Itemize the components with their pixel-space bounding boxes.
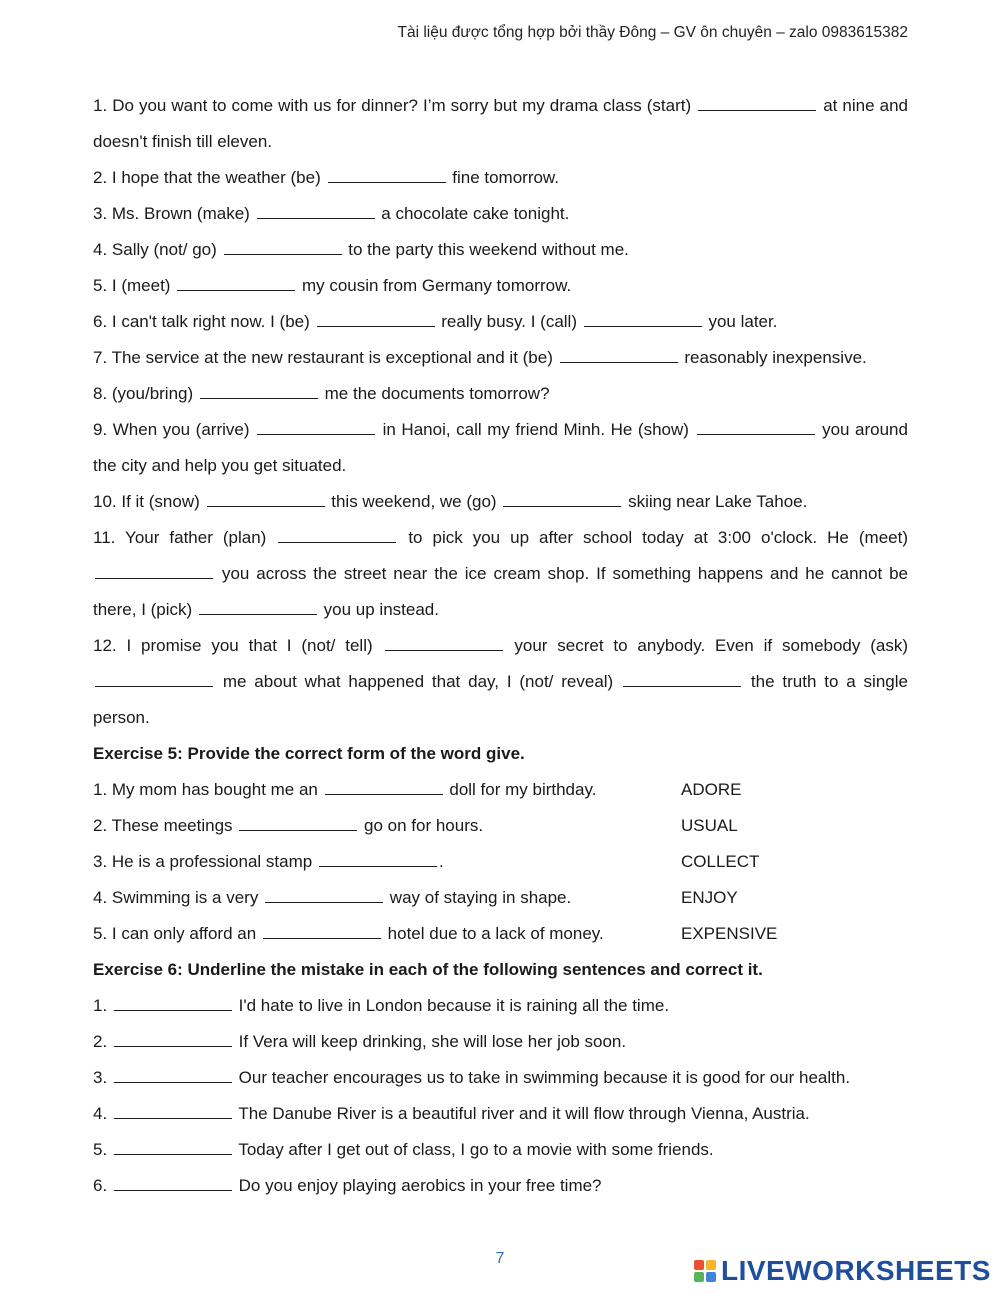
answer-blank[interactable] bbox=[114, 1172, 232, 1191]
ex6-6-text: Do you enjoy playing aerobics in your free time? bbox=[238, 1176, 602, 1195]
q11-text-a: 11. Your father (plan) bbox=[93, 528, 267, 547]
q12-text-a: 12. I promise you that I (not/ tell) bbox=[93, 636, 373, 655]
ex5-2-text-a: 2. These meetings bbox=[93, 816, 233, 835]
ex5-1-word: ADORE bbox=[681, 780, 742, 799]
answer-blank[interactable] bbox=[114, 1028, 232, 1047]
answer-blank[interactable] bbox=[698, 92, 816, 111]
ex6-3-text: Our teacher encourages us to take in swimming because it is good for our health. bbox=[238, 1068, 851, 1087]
answer-blank[interactable] bbox=[200, 380, 318, 399]
q8-text-b: me the documents tomorrow? bbox=[324, 384, 550, 403]
ex6-4-text: The Danube River is a beautiful river and it will flow through Vienna, Austria. bbox=[238, 1104, 810, 1123]
q2-text-b: fine tomorrow. bbox=[452, 168, 559, 187]
ex5-item-3 bbox=[93, 844, 908, 880]
answer-blank[interactable] bbox=[114, 1064, 232, 1083]
page-number: 7 bbox=[495, 1250, 505, 1267]
ex5-item-4 bbox=[93, 880, 908, 916]
q10-text-a: 10. If it (snow) bbox=[93, 492, 200, 511]
answer-blank[interactable] bbox=[114, 1100, 232, 1119]
ex5-1-text-b: doll for my birthday. bbox=[449, 780, 597, 799]
answer-blank[interactable] bbox=[623, 668, 741, 687]
q7-text-b: reasonably inexpensive. bbox=[684, 348, 867, 367]
logo-square-red bbox=[694, 1260, 704, 1270]
ex4-q1 bbox=[93, 88, 908, 160]
q5-text-a: 5. I (meet) bbox=[93, 276, 171, 295]
ex6-1-text: I'd hate to live in London because it is raining all the time. bbox=[238, 996, 670, 1015]
answer-blank[interactable] bbox=[263, 920, 381, 939]
ex6-item-6 bbox=[93, 1168, 908, 1204]
ex6-5-number: 5. bbox=[93, 1140, 108, 1159]
answer-blank[interactable] bbox=[317, 308, 435, 327]
q4-text-a: 4. Sally (not/ go) bbox=[93, 240, 217, 259]
ex4-q12 bbox=[93, 628, 908, 736]
ex5-5-text-b: hotel due to a lack of money. bbox=[387, 924, 604, 943]
q12-text-c: me about what happened that day, I (not/ reveal) bbox=[222, 672, 614, 691]
q6-text-c: you later. bbox=[708, 312, 778, 331]
ex5-item-2 bbox=[93, 808, 908, 844]
answer-blank[interactable] bbox=[207, 488, 325, 507]
q6-text-b: really busy. I (call) bbox=[441, 312, 577, 331]
answer-blank[interactable] bbox=[257, 416, 375, 435]
q1-text-b: at nine bbox=[823, 96, 875, 115]
answer-blank[interactable] bbox=[325, 776, 443, 795]
ex5-5-word: EXPENSIVE bbox=[681, 924, 778, 943]
answer-blank[interactable] bbox=[95, 560, 213, 579]
logo-square-green bbox=[694, 1272, 704, 1282]
answer-blank[interactable] bbox=[697, 416, 815, 435]
q9-text-b: in Hanoi, call my friend Minh. He (show) bbox=[382, 420, 689, 439]
exercise-6-heading: Exercise 6: Underline the mistake in each of the following sentences and correct it. bbox=[93, 960, 763, 979]
q11-text-e: you up instead. bbox=[323, 600, 439, 619]
ex5-item-5 bbox=[93, 916, 908, 952]
liveworksheets-brand[interactable] bbox=[694, 1255, 991, 1287]
q9-text-d: the city and help you get situated. bbox=[93, 456, 347, 475]
ex5-2-word: USUAL bbox=[681, 816, 738, 835]
q10-text-b: this weekend, we (go) bbox=[331, 492, 497, 511]
q11-text-c: you across the street near the ice cream shop. If something happens and he cannot be bbox=[221, 564, 908, 583]
q3-text-b: a chocolate cake tonight. bbox=[381, 204, 570, 223]
ex6-item-1 bbox=[93, 988, 908, 1024]
ex6-2-number: 2. bbox=[93, 1032, 108, 1051]
q8-text-a: 8. (you/bring) bbox=[93, 384, 194, 403]
logo-square-blue bbox=[706, 1272, 716, 1282]
q9-text-a: 9. When you (arrive) bbox=[93, 420, 250, 439]
q12-text-d: the truth to a single bbox=[750, 672, 908, 691]
ex5-1-text-a: 1. My mom has bought me an bbox=[93, 780, 318, 799]
q9-text-c: you around bbox=[822, 420, 908, 439]
ex4-q8 bbox=[93, 376, 908, 412]
ex6-item-3 bbox=[93, 1060, 908, 1096]
ex4-q10 bbox=[93, 484, 908, 520]
ex6-5-text: Today after I get out of class, I go to a movie with some friends. bbox=[238, 1140, 714, 1159]
q3-text-a: 3. Ms. Brown (make) bbox=[93, 204, 250, 223]
answer-blank[interactable] bbox=[239, 812, 357, 831]
ex4-q3 bbox=[93, 196, 908, 232]
ex4-q7 bbox=[93, 340, 908, 376]
ex6-6-number: 6. bbox=[93, 1176, 108, 1195]
ex5-4-word: ENJOY bbox=[681, 888, 738, 907]
liveworksheets-logo-icon bbox=[694, 1260, 716, 1282]
ex4-q6 bbox=[93, 304, 908, 340]
ex4-q5 bbox=[93, 268, 908, 304]
q12-text-e: person. bbox=[93, 708, 150, 727]
ex6-3-number: 3. bbox=[93, 1068, 108, 1087]
q4-text-b: to the party this weekend without me. bbox=[348, 240, 629, 259]
answer-blank[interactable] bbox=[224, 236, 342, 255]
answer-blank[interactable] bbox=[177, 272, 295, 291]
q12-text-b: your secret to anybody. Even if somebody (ask) bbox=[514, 636, 909, 655]
worksheet-body bbox=[93, 88, 908, 1204]
exercise-5-heading: Exercise 5: Provide the correct form of the word give. bbox=[93, 744, 525, 763]
logo-square-yellow bbox=[706, 1260, 716, 1270]
answer-blank[interactable] bbox=[114, 1136, 232, 1155]
answer-blank[interactable] bbox=[95, 668, 213, 687]
ex6-2-text: If Vera will keep drinking, she will lose her job soon. bbox=[238, 1032, 627, 1051]
header-text: Tài liệu được tổng hợp bởi thầy Đông – GV ôn chuyên – zalo 0983615382 bbox=[397, 24, 908, 41]
ex4-q4 bbox=[93, 232, 908, 268]
ex5-3-word: COLLECT bbox=[681, 852, 760, 871]
answer-blank[interactable] bbox=[328, 164, 446, 183]
answer-blank[interactable] bbox=[265, 884, 383, 903]
brand-name: LIVEWORKSHEETS bbox=[721, 1255, 991, 1286]
answer-blank[interactable] bbox=[385, 632, 503, 651]
q1-text-a: 1. Do you want to come with us for dinner? I’m sorry but my drama class (start) bbox=[93, 96, 692, 115]
ex6-item-4 bbox=[93, 1096, 908, 1132]
answer-blank[interactable] bbox=[503, 488, 621, 507]
ex5-3-text-a: 3. He is a professional stamp bbox=[93, 852, 313, 871]
ex5-4-text-a: 4. Swimming is a very bbox=[93, 888, 259, 907]
q1-text-c: and doesn't finish till eleven. bbox=[93, 96, 908, 151]
answer-blank[interactable] bbox=[257, 200, 375, 219]
q11-text-d: there, I (pick) bbox=[93, 600, 193, 619]
q6-text-a: 6. I can't talk right now. I (be) bbox=[93, 312, 310, 331]
answer-blank[interactable] bbox=[278, 524, 396, 543]
ex6-1-number: 1. bbox=[93, 996, 108, 1015]
q11-text-b: to pick you up after school today at 3:00 o'clock. He (meet) bbox=[408, 528, 908, 547]
ex5-item-1 bbox=[93, 772, 908, 808]
q5-text-b: my cousin from Germany tomorrow. bbox=[301, 276, 572, 295]
ex5-5-text-a: 5. I can only afford an bbox=[93, 924, 257, 943]
ex6-item-2 bbox=[93, 1024, 908, 1060]
q2-text-a: 2. I hope that the weather (be) bbox=[93, 168, 321, 187]
answer-blank[interactable] bbox=[319, 848, 437, 867]
answer-blank[interactable] bbox=[560, 344, 678, 363]
ex5-3-text-b: . bbox=[438, 852, 444, 871]
answer-blank[interactable] bbox=[584, 308, 702, 327]
answer-blank[interactable] bbox=[114, 992, 232, 1011]
q7-text-a: 7. The service at the new restaurant is exceptional and it (be) bbox=[93, 348, 553, 367]
ex6-4-number: 4. bbox=[93, 1104, 108, 1123]
ex6-item-5 bbox=[93, 1132, 908, 1168]
ex4-q9 bbox=[93, 412, 908, 484]
q10-text-c: skiing near Lake Tahoe. bbox=[628, 492, 808, 511]
ex4-q2 bbox=[93, 160, 908, 196]
answer-blank[interactable] bbox=[199, 596, 317, 615]
ex5-4-text-b: way of staying in shape. bbox=[389, 888, 572, 907]
ex4-q11 bbox=[93, 520, 908, 628]
ex5-2-text-b: go on for hours. bbox=[364, 816, 484, 835]
